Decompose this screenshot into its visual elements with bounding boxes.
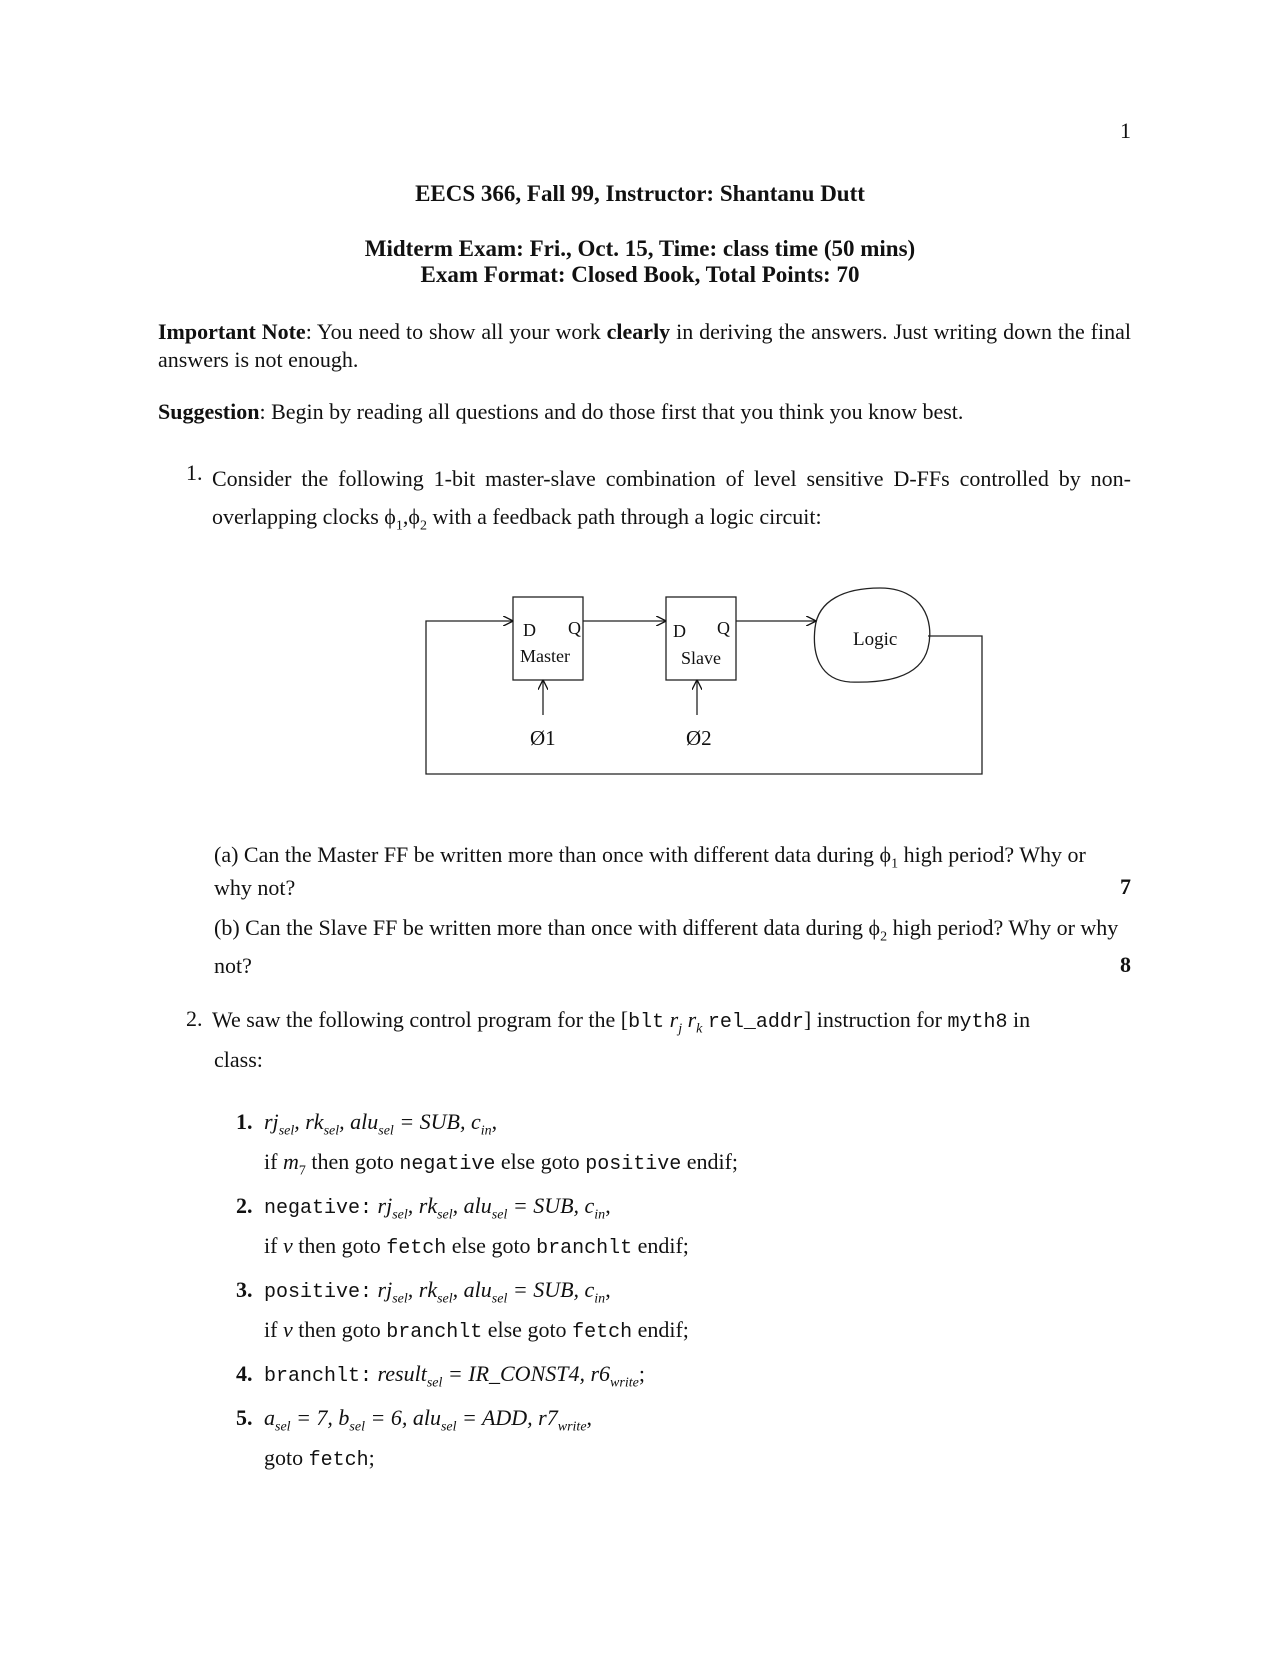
q2-rk-sub: k [696, 1021, 703, 1037]
step-3-alu: , alu [452, 1277, 492, 1302]
step-5-fetch: fetch [308, 1449, 369, 1472]
step-1-sub-2: sel [323, 1123, 340, 1139]
q1b-phi-sub: 2 [880, 929, 888, 945]
q2-number: 2. [186, 1006, 203, 1031]
step-5 [236, 1404, 593, 1435]
q1b-text [214, 914, 1119, 945]
step-2-v: v [282, 1233, 293, 1258]
q1-comma: , [402, 504, 409, 529]
q2-rj-sub: j [678, 1021, 683, 1037]
step-2-target-else: branchlt [536, 1237, 633, 1260]
step-3-sub-3: sel [491, 1291, 508, 1307]
step-2-number: 2. [236, 1193, 253, 1218]
step-1-if: if [264, 1149, 283, 1174]
step-3-endif: endif; [632, 1317, 689, 1342]
step-2-then: then goto [292, 1233, 387, 1258]
q1-phi-sub-2: 2 [419, 518, 427, 534]
q1b-text-b: high period? Why or why [887, 915, 1119, 940]
q1-phi-2: ϕ [408, 504, 420, 529]
step-3-tail: , [605, 1277, 611, 1302]
step-5-number: 5. [236, 1405, 253, 1430]
format-line: Exam Format: Closed Book, Total Points: 70 [420, 262, 860, 287]
step-5-sub-1: sel [275, 1419, 291, 1435]
step-5-eq2: = 6, alu [364, 1405, 441, 1430]
step-1-cin: in [480, 1123, 492, 1139]
q1-phi-1: ϕ [384, 504, 396, 529]
step-5-a: a [264, 1405, 275, 1430]
slave-label: Slave [681, 648, 721, 668]
step-3-eq: = SUB, c [507, 1277, 595, 1302]
q1b-line2: not? [214, 953, 252, 978]
master-slave-diagram [0, 0, 1280, 800]
step-2-cont [264, 1232, 689, 1263]
step-3-rk: , rk [407, 1277, 438, 1302]
step-3-target-else: fetch [572, 1321, 633, 1344]
q1b-phi: ϕ [868, 915, 881, 940]
step-3-cin: in [594, 1291, 606, 1307]
exam-line: Midterm Exam: Fri., Oct. 15, Time: class time (50 mins) [364, 236, 916, 261]
slave-d-label: D [673, 621, 686, 641]
q1a-text-b: high period? Why or [898, 842, 1086, 867]
step-1-else: else goto [495, 1149, 586, 1174]
step-5-cont [264, 1444, 375, 1475]
step-5-eq3: = ADD, r7 [456, 1405, 558, 1430]
step-1-eq: = SUB, c [393, 1109, 481, 1134]
step-1-m: m [282, 1149, 299, 1174]
step-5-write: write [557, 1419, 587, 1435]
suggestion-label: Suggestion [158, 399, 260, 424]
step-2-else: else goto [446, 1233, 537, 1258]
step-2-sub-2: sel [437, 1207, 453, 1223]
step-1-number: 1. [236, 1109, 253, 1134]
step-3-else: else goto [482, 1317, 573, 1342]
step-1-alu: , alu [339, 1109, 379, 1134]
q1-phi-sub-1: 1 [395, 518, 403, 534]
step-3-then: then goto [292, 1317, 387, 1342]
step-4-tail: ; [638, 1361, 645, 1386]
step-1-rj: rj [264, 1109, 279, 1134]
step-2-if: if [264, 1233, 283, 1258]
master-label: Master [520, 646, 570, 666]
q1-text-a: Consider the following 1-bit master-slave combination of level sensitive D-FFs controlled by non-overlapping clocks [212, 466, 1131, 529]
q1a-text [214, 836, 1086, 874]
step-3-sub-2: sel [437, 1291, 453, 1307]
step-1-negative: negative [399, 1153, 496, 1176]
step-3-sub-1: sel [392, 1291, 408, 1307]
step-5-end: ; [368, 1445, 375, 1470]
q2-text-a: We saw the following control program for the [ [212, 1007, 629, 1032]
q1b-points: 8 [1120, 952, 1131, 977]
note-label: Important Note [158, 319, 306, 344]
step-2-eq: = SUB, c [507, 1193, 595, 1218]
step-3-v: v [282, 1317, 293, 1342]
step-2-alu: , alu [452, 1193, 492, 1218]
note-text-a: : You need to show all your work [305, 319, 607, 344]
clock1-label: Ø1 [530, 726, 556, 750]
step-1-rk: , rk [294, 1109, 324, 1134]
step-2-target-then: fetch [386, 1237, 447, 1260]
q2-rel-addr: rel_addr [707, 1011, 804, 1034]
step-3-number: 3. [236, 1277, 253, 1302]
step-2-cin: in [594, 1207, 606, 1223]
q2-line2: class: [214, 1047, 263, 1072]
q1b-text-a: (b) Can the Slave FF be written more than once with different data during [214, 915, 869, 940]
step-1-m-sub: 7 [298, 1163, 306, 1179]
step-3 [236, 1276, 611, 1307]
q2-text-b: ] instruction for [803, 1007, 948, 1032]
step-2-sub-1: sel [392, 1207, 408, 1223]
step-1-positive: positive [585, 1153, 682, 1176]
step-2-endif: endif; [632, 1233, 689, 1258]
step-4 [236, 1360, 645, 1391]
q2-text-c: in [1007, 1007, 1031, 1032]
step-2-rj: rj [377, 1193, 393, 1218]
page-number: 1 [1120, 118, 1131, 143]
step-2-label: negative: [264, 1197, 373, 1220]
step-4-sub: sel [426, 1375, 443, 1391]
note-text-b: in deriving the answers. Just writing down the final answers is not enough. [158, 319, 1131, 372]
logic-label: Logic [853, 629, 898, 650]
course-title: EECS 366, Fall 99, Instructor: Shantanu Dutt [415, 181, 865, 206]
step-1-then: then goto [305, 1149, 400, 1174]
step-1-tail: , [491, 1109, 498, 1134]
step-3-rj: rj [377, 1277, 393, 1302]
note-emph: clearly [606, 319, 671, 344]
suggestion-text: : Begin by reading all questions and do those first that you think you know best. [259, 399, 964, 424]
q1a-phi: ϕ [879, 842, 892, 867]
q2-blt: blt [628, 1011, 665, 1034]
q2-rj: r [669, 1007, 679, 1032]
step-1 [236, 1108, 498, 1139]
step-3-if: if [264, 1317, 283, 1342]
step-3-cont [264, 1316, 689, 1347]
step-5-goto: goto [264, 1445, 309, 1470]
step-2-tail: , [605, 1193, 611, 1218]
master-d-label: D [523, 620, 536, 640]
step-2-rk: , rk [407, 1193, 438, 1218]
step-3-target-then: branchlt [386, 1321, 483, 1344]
q2-rk: r [687, 1007, 697, 1032]
q1a-phi-sub: 1 [891, 856, 899, 872]
slave-q-label: Q [717, 618, 730, 638]
step-3-label: positive: [264, 1281, 373, 1304]
q1a-line2: why not? [214, 875, 296, 900]
step-5-sub-3: sel [440, 1419, 457, 1435]
q1a-text-a: (a) Can the Master FF be written more than once with different data during [214, 842, 880, 867]
feedback-wire [426, 621, 982, 774]
step-4-write: write [610, 1375, 639, 1391]
step-1-endif: endif; [681, 1149, 739, 1174]
step-5-sub-2: sel [349, 1419, 365, 1435]
q2-text [212, 1006, 1030, 1037]
step-4-number: 4. [236, 1361, 253, 1386]
master-q-label: Q [568, 618, 581, 638]
q2-myth: myth8 [947, 1011, 1008, 1034]
q1-text-b: with a feedback path through a logic circuit: [426, 504, 822, 529]
step-5-eq1: = 7, b [290, 1405, 350, 1430]
step-1-sub-3: sel [378, 1123, 394, 1139]
step-4-label: branchlt: [264, 1365, 373, 1388]
step-2 [236, 1192, 611, 1223]
step-4-eq: = IR_CONST4, r6 [442, 1361, 611, 1386]
step-5-tail: , [586, 1405, 593, 1430]
step-1-sub-1: sel [278, 1123, 295, 1139]
clock2-label: Ø2 [686, 726, 712, 750]
step-4-result: result [377, 1361, 427, 1386]
q1-number: 1. [186, 460, 203, 485]
step-1-cont [264, 1148, 738, 1179]
step-2-sub-3: sel [491, 1207, 508, 1223]
q1a-points: 7 [1120, 874, 1131, 899]
